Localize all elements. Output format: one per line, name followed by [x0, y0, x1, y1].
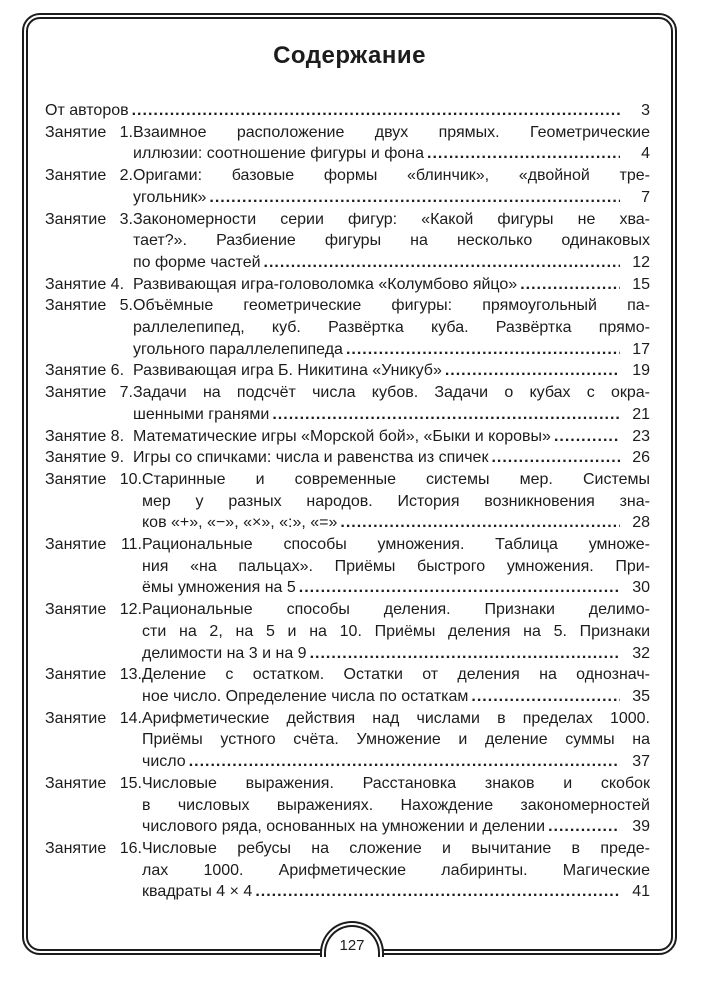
toc-entry-text: делимости на 3 и на 9 [142, 644, 307, 662]
toc-entry [45, 382, 650, 425]
toc-entry-line [45, 382, 650, 404]
toc-entry-text: Развивающая игра-головоломка «Колумбово яйцо» [133, 275, 518, 293]
toc-entry-text: число [142, 753, 186, 771]
toc-entry-text: числового ряда, основанных на умножении и делении [142, 818, 546, 836]
toc-entry-label: Занятие 8. [45, 427, 125, 445]
toc-entry-line [133, 252, 650, 274]
toc-entry-text: Взаимное расположение двух прямых. Геометрические [133, 123, 650, 141]
toc-entry [45, 209, 650, 274]
page-number: 127 [339, 937, 365, 954]
toc-entry-page-number: 41 [632, 883, 650, 901]
toc-entry-text: Задачи на подсчёт числа кубов. Задачи о кубах с окра- [133, 384, 650, 402]
toc-entry-text: Арифметические действия над числами в пределах 1000. [142, 709, 650, 727]
toc-entry-label: Занятие 3. [45, 210, 133, 228]
toc-entry-line [45, 426, 650, 448]
toc-entry-line [45, 447, 650, 469]
toc-entry-text: квадраты 4 × 4 [142, 883, 253, 901]
toc-entry-text: Оригами: базовые формы «блинчик», «двойной тре- [133, 167, 650, 185]
toc-entry-text: мер у разных народов. История возникновения зна- [142, 492, 650, 510]
toc-entry-label: Занятие 7. [45, 384, 133, 402]
dot-leader [427, 143, 620, 165]
toc-entry-text: ков «+», «−», «×», «:», «=» [142, 514, 338, 532]
toc-entry-text: Развивающая игра Б. Никитина «Уникуб» [133, 362, 442, 380]
toc-entry-label: Занятие 10. [45, 470, 142, 488]
toc-entry-line [45, 100, 650, 122]
toc-entry [45, 295, 650, 360]
toc-entry-line [45, 469, 650, 491]
toc-entry-label: Занятие 16. [45, 839, 142, 857]
toc-entry-line [45, 165, 650, 187]
toc-entry-page-number: 23 [632, 427, 650, 445]
toc-entry-line [142, 512, 650, 534]
toc-entry-text: Объёмные геометрические фигуры: прямоугольный па- [133, 297, 650, 315]
toc-entry-line [133, 317, 650, 339]
toc-list [45, 100, 650, 903]
toc-entry-label: Занятие 6. [45, 362, 125, 380]
toc-entry-page-number: 3 [641, 102, 650, 119]
toc-entry-page-number: 37 [632, 753, 650, 771]
toc-entry-text: по форме частей [133, 253, 261, 271]
toc-entry-page-number: 28 [632, 514, 650, 532]
toc-entry-line [45, 122, 650, 144]
dot-leader [189, 751, 620, 773]
toc-entry-page-number: 26 [632, 449, 650, 467]
toc-entry-line [142, 860, 650, 882]
toc-entry-page-number: 21 [632, 405, 650, 423]
toc-entry [45, 274, 650, 296]
dot-leader [132, 100, 620, 122]
toc-entry-line [142, 795, 650, 817]
toc-entry-page-number: 19 [632, 362, 650, 380]
dot-leader [445, 360, 620, 382]
toc-entry-text: Приёмы устного счёта. Умножение и деление суммы на [142, 731, 650, 749]
toc-entry [45, 838, 650, 903]
toc-entry-page-number: 39 [632, 818, 650, 836]
toc-entry [45, 447, 650, 469]
toc-entry-line [142, 491, 650, 513]
toc-entry [45, 773, 650, 838]
toc-entry-line [45, 274, 650, 296]
toc-entry-text: угольного параллелепипеда [133, 340, 343, 358]
toc-entry-label: Занятие 4. [45, 275, 125, 293]
toc-entry-text: Рациональные способы деления. Признаки делимо- [142, 601, 650, 619]
toc-entry-line [45, 360, 650, 382]
toc-entry-line [142, 751, 650, 773]
toc-entry-line [142, 643, 650, 665]
toc-entry-page-number: 15 [632, 275, 650, 293]
toc-entry-line [142, 686, 650, 708]
toc-entry-text: Рациональные способы умножения. Таблица умноже- [142, 536, 650, 554]
dot-leader [272, 404, 620, 426]
toc-entry-label: Занятие 12. [45, 601, 142, 619]
dot-leader [310, 643, 620, 665]
toc-entry-page-number: 17 [632, 340, 650, 358]
toc-entry-line [45, 773, 650, 795]
toc-entry-label: Занятие 5. [45, 297, 133, 315]
toc-entry-text: Закономерности серии фигур: «Какой фигуры не хва- [133, 210, 650, 228]
toc-entry [45, 534, 650, 599]
toc-entry-text: угольник» [133, 188, 207, 206]
toc-entry-page-number: 35 [632, 687, 650, 705]
toc-entry-line [45, 708, 650, 730]
toc-entry-line [142, 729, 650, 751]
toc-entry-line [133, 187, 650, 209]
toc-entry [45, 599, 650, 664]
toc-entry-text: Математические игры «Морской бой», «Быки и коровы» [133, 427, 551, 445]
toc-entry-line [133, 230, 650, 252]
toc-entry-label: Занятие 1. [45, 123, 133, 141]
dot-leader [255, 881, 620, 903]
toc-entry-line [45, 838, 650, 860]
toc-entry-text: Числовые ребусы на сложение и вычитание в преде- [142, 839, 650, 857]
toc-entry-label: Занятие 15. [45, 774, 142, 792]
toc-entry-label: Занятие 2. [45, 167, 133, 185]
dot-leader [299, 577, 620, 599]
page-title: Содержание [273, 42, 426, 69]
toc-entry-line [142, 881, 650, 903]
toc-entry-line [142, 621, 650, 643]
dot-leader [209, 187, 620, 209]
toc-entry-text: Числовые выражения. Расстановка знаков и скобок [142, 774, 650, 792]
toc-entry-text: в числовых выражениях. Нахождение закономерностей [142, 796, 650, 814]
toc-entry-line [142, 577, 650, 599]
dot-leader [548, 816, 620, 838]
toc-entry-page-number: 32 [632, 644, 650, 662]
toc-entry-text: Деление с остатком. Остатки от деления на однознач- [142, 666, 650, 684]
toc-entry [45, 165, 650, 208]
toc-entry-page-number: 12 [632, 253, 650, 271]
toc-entry-line [142, 556, 650, 578]
toc-entry [45, 664, 650, 707]
toc-entry-page-number: 4 [641, 145, 650, 163]
toc-entry [45, 100, 650, 122]
toc-entry [45, 426, 650, 448]
toc-entry-line [133, 404, 650, 426]
toc-entry [45, 469, 650, 534]
toc-entry [45, 708, 650, 773]
toc-entry-line [133, 143, 650, 165]
toc-entry-text: ное число. Определение числа по остаткам [142, 687, 469, 705]
dot-leader [491, 447, 620, 469]
toc-entry-line [133, 339, 650, 361]
toc-entry-text: иллюзии: соотношение фигуры и фона [133, 145, 425, 163]
toc-entry-page-number: 7 [641, 188, 650, 206]
dot-leader [264, 252, 620, 274]
toc-entry-line [45, 295, 650, 317]
toc-entry-line [45, 664, 650, 686]
toc-entry-text: Старинные и современные системы мер. Системы [142, 470, 650, 488]
toc-entry-page-number: 30 [632, 579, 650, 597]
dot-leader [520, 274, 620, 296]
dot-leader [471, 686, 620, 708]
toc-entry-text: ния «на пальцах». Приёмы быстрого умножения. При- [142, 557, 650, 575]
toc-entry-text: ёмы умножения на 5 [142, 579, 296, 597]
toc-entry-label: Занятие 13. [45, 666, 142, 684]
toc-entry-line [45, 209, 650, 231]
dot-leader [340, 512, 620, 534]
toc-entry-text: раллелепипед, куб. Развёртка куба. Развёртка прямо- [133, 319, 650, 337]
toc-entry-line [142, 816, 650, 838]
toc-entry-text: лах 1000. Арифметические лабиринты. Магические [142, 861, 650, 879]
dot-leader [346, 339, 620, 361]
toc-entry [45, 360, 650, 382]
toc-entry [45, 122, 650, 165]
toc-entry-line [45, 534, 650, 556]
toc-entry-label: Занятие 11. [45, 536, 142, 554]
toc-entry-label: Занятие 9. [45, 449, 125, 467]
toc-entry-label: Занятие 14. [45, 709, 142, 727]
toc-entry-text: Игры со спичками: числа и равенства из спичек [133, 449, 489, 467]
toc-entry-text: сти на 2, на 5 и на 10. Приёмы деления на 5. Признаки [142, 622, 650, 640]
toc-entry-line [45, 599, 650, 621]
toc-entry-text: тает?». Разбиение фигуры на несколько одинаковых [133, 232, 650, 250]
toc-entry-text: шенными гранями [133, 405, 270, 423]
toc-entry-text: От авторов [45, 102, 129, 119]
dot-leader [554, 426, 620, 448]
